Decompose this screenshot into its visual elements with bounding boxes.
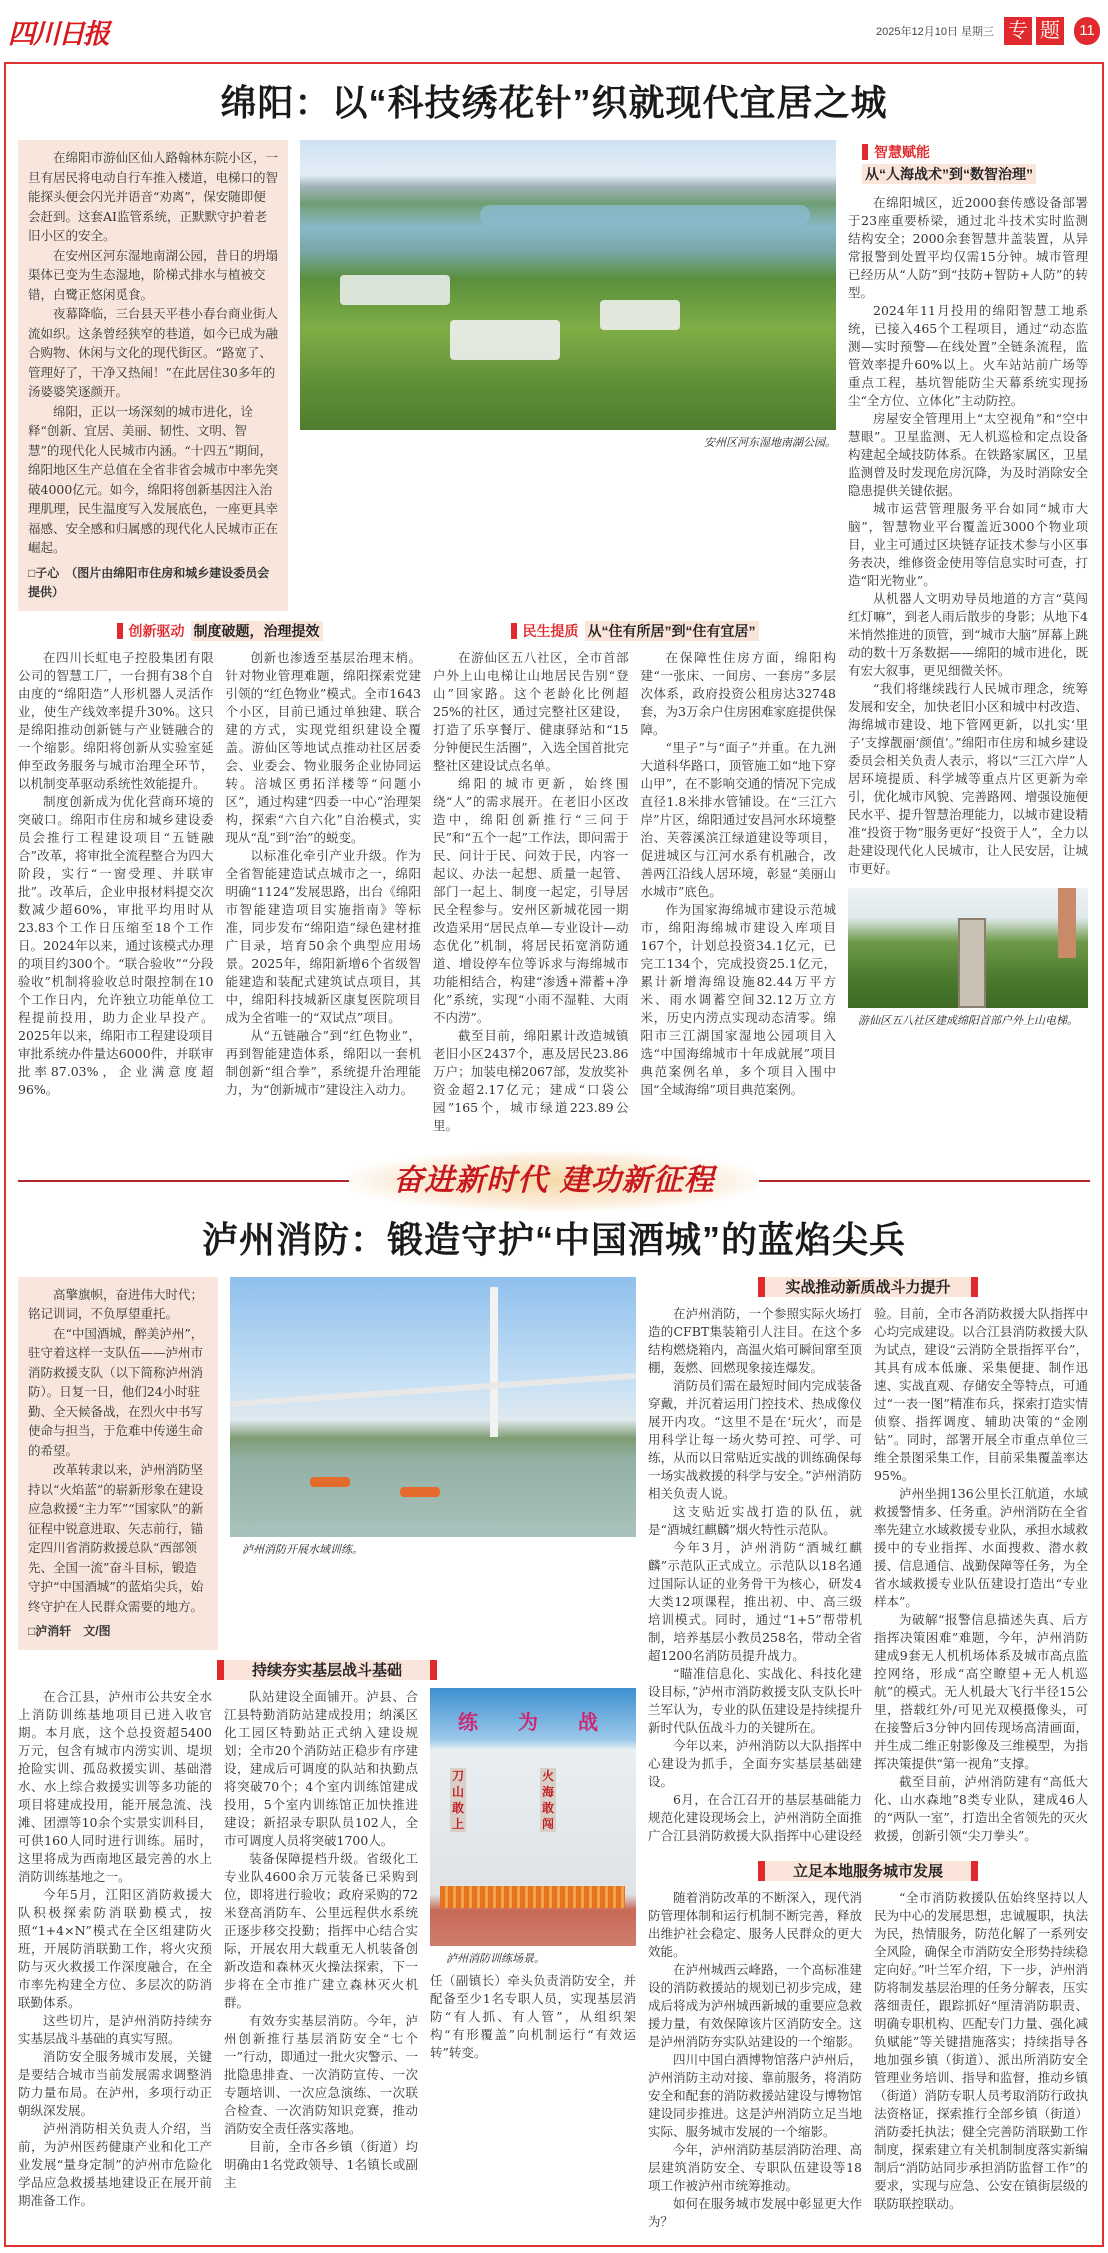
banner-rule <box>18 1180 349 1182</box>
paragraph: 这些切片，是泸州消防持续夯实基层战斗基础的真实写照。 <box>18 2012 212 2046</box>
article-title: 绵阳：以“科技绣花针”织就现代宜居之城 <box>220 82 888 123</box>
byline: □泸消轩 文/图 <box>28 1624 111 1638</box>
section-label: 民生提质 <box>522 622 579 639</box>
section-marker <box>758 1861 765 1881</box>
article-2 <box>18 1277 1090 2231</box>
section-header <box>758 1861 978 1881</box>
section-label: 智慧赋能 <box>874 144 930 160</box>
sign-char: 为 <box>518 1711 538 1734</box>
photo-block <box>430 1688 636 2062</box>
paragraph: “我们将继续践行人民城市理念，统筹发展和安全，加快老旧小区和城中村改造、海绵城市建设、地下管网更新，以扎实‘里子’支撑靓丽‘颜值’。”绵阳市住房和城乡建设委员会相关负责人表示，将以“三江六岸”人居环境提质、科学城等重点片区更新为牵引，优化城市风貌、完善路网、增强设施便民水平、提升智慧治理能力，以城市建设精准“投资于物”服务更好“投资于人”，全力以赴建设现代化人民城市，让人民安居，让城市更好。 <box>848 681 1088 876</box>
section-marker <box>862 144 868 160</box>
paragraph: 高擎旗帜，奋进伟大时代；铭记训词，不负厚望重托。 <box>28 1286 204 1321</box>
section-innovation <box>18 611 421 1099</box>
banner-glow <box>349 1151 759 1211</box>
section-label-char: 专 <box>1004 17 1032 45</box>
paragraph: 如何在服务城市发展中彰显更大作为？ <box>648 2195 862 2229</box>
newspaper-logo: 四川日报 <box>8 18 108 50</box>
article-body <box>848 194 1088 878</box>
page-frame <box>4 62 1104 2247</box>
photo-block <box>230 1277 636 1557</box>
section-subtitle-row <box>862 164 1088 184</box>
paragraph: 作为国家海绵城市建设示范城市，绵阳海绵城市建设入库项目167个，计划总投资34.1亿元，已完工134个，完成投资25.1亿元，累计新增海绵设施82.44万平方米、雨水调蓄空间32.12万立方米，历史内涝点实现动态清零。绵阳市三江湖国家湿地公园项目入选“中国海绵城市十年成就展”项目典范案例名单，多个项目入围中国“全域海绵”项目典范案例。 <box>640 901 836 1097</box>
paragraph: 泸州消防相关负责人介绍，当前，为泸州医药健康产业和化工产业发展“量身定制”的泸州市危险化学品应急救援基地建设正在展开前期准备工作。 <box>18 2120 212 2208</box>
section-header <box>758 1277 978 1297</box>
page-number: 11 <box>1074 17 1100 45</box>
section-livelihood <box>433 611 836 1135</box>
photo-caption: 游仙区五八社区建成绵阳首部户外上山电梯。 <box>858 1014 1078 1027</box>
paragraph: 在绵阳城区，近2000套传感设备部署于23座重要桥梁，通过北斗技术实时监测结构安全；2000余套智慧井盖装置，从异常报警到处置平均仅需15分钟。城市管理已经历从“人防”到“技防+智防+人防”的转型。 <box>848 195 1088 300</box>
paragraph: 今年，泸州消防基层消防治理、高层建筑消防安全、专职队伍建设等18项工作被泸州市统筹推动。 <box>648 2141 862 2193</box>
paragraph: 在合江县，泸州市公共安全水上消防训练基地项目已进入收官期。本月底，这个总投资超5400万元，包含有城市内涝实训、堤坝抢险实训、孤岛救援实训、基础潜水、水上综合救援实训等多功能的项目将建成投用，能开展急流、浅滩、团漂等10余个实景实训科目，可供160人同时进行训练。届时，这里将成为西南地区最完善的水上消防训练基地之一。 <box>18 1688 212 1884</box>
article-2-right <box>648 1277 1088 2231</box>
sign-char: 战 <box>578 1711 598 1734</box>
paragraph: 从机器人文明劝导员地道的方言“莫闯红灯嘛”，到老人雨后散步的身影；从地下4米悄然推进的顶管，到“城市大脑”屏幕上跳动的数十万条数据——绵阳的城市进化，既有宏大叙事，更见细微关怀。 <box>848 591 1088 678</box>
section-marker <box>430 1660 437 1680</box>
paragraph: 在游仙区五八社区，全市首部户外上山电梯让山地居民告别“登山”回家路。这个老龄化比例超25%的社区，通过完整社区建设，打造了乐享餐厅、健康驿站和“15分钟便民生活圈”，入选全国首批完整社区建设试点名单。 <box>433 649 629 773</box>
section-marker <box>971 1277 978 1297</box>
photo-caption: 安州区河东湿地南湖公园。 <box>704 436 836 449</box>
sections-row <box>18 611 836 1135</box>
paragraph: 制度创新成为优化营商环境的突破口。绵阳市住房和城乡建设委员会推行工程建设项目“五链融合”改革，将审批全流程整合为四大阶段，实行“一窗受理、并联审批”。改革后，企业申报材料提交次数减少超60%，审批平均用时从23.83个工作日压缩至18个工作日。2024年以来，通过该模式办理的项目约300个。“联合验收”“分段验收”机制将验收总时限控制在10个工作日内，允许独立功能单位工程提前投用，助力企业早投产。2025年以来，绵阳市工程建设项目审批系统办件量达6000件，并联审批率87.03%，企业满意度超96%。 <box>18 793 214 1097</box>
paragraph: 四川中国白酒博物馆落户泸州后，泸州消防主动对接、靠前服务，将消防安全和配套的消防救援站建设与博物馆建设同步推进。这是泸州消防立足当地实际、服务城市发展的一个缩影。 <box>648 2051 862 2139</box>
article-title: 泸州消防：锻造守护“中国酒城”的蓝焰尖兵 <box>201 1218 906 1260</box>
paragraph: 2024年11月投用的绵阳智慧工地系统，已接入465个工程项目，通过“动态监测—实时预警—在线处置”全链条流程，监管效率提升60%以上。火车站站前广场等重点工程，基坑智能防尘天幕系统实现扬尘“全方位、立体化”主动防控。 <box>848 303 1088 408</box>
section-marker <box>758 1277 765 1297</box>
paragraph: 在安州区河东湿地南湖公园，昔日的坍塌渠体已变为生态湿地，阶梯式排水与植被交错，白鹭正悠闲觅食。 <box>28 247 279 302</box>
paragraph: 消防员们需在最短时间内完成装备穿戴，并沉着运用门控技术、热成像仪展开内攻。“这里不是在‘玩火’，而是用科学让每一场火势可控、可学、可练，从而以日常贴近实战的训练确保每一场实战救援的科学与安全。”泸州消防相关负责人说。 <box>648 1377 862 1501</box>
paragraph: 创新也渗透至基层治理末梢。针对物业管理难题，绵阳探索党建引领的“红色物业”模式。全市1643个小区，目前已通过单独建、联合建的方式，实现党组织建设全覆盖。游仙区等地试点推动社区居委会、业委会、物业服务企业协同运转。涪城区勇拓洋楼等“问题小区”，通过构建“四委一中心”治理架构，探索“六自六化”自治模式，实现从“乱”到“治”的蜕变。 <box>225 649 421 845</box>
paragraph: 为破解“报警信息描述失真、后方指挥决策困难”难题，今年，泸州消防建成9套无人机机场体系及城市高点监控网络，形成“高空瞭望+无人机巡航”的模式。无人机最大飞行半径15公里，搭载红外/可见光双模摄像头，可在接警后3分钟内回传现场高清画面，并生成二维正射影像及三维模型，为指挥决策提供“第一视角”支撑。 <box>874 1611 1088 1771</box>
section-marker <box>217 1660 224 1680</box>
paragraph: 任（副镇长）牵头负责消防安全，并配备至少1名专职人员，实现基层消防“有人抓、有人管”，从组织架构“有形覆盖”向机制运行“有效运转”转变。 <box>430 1972 636 2060</box>
paragraph: 6月，在合江召开的基层基础能力规范化建设现场会上，泸州消防全面推广合江县消防救援大队指挥中心建设经验。目前，全市各消防救援大队指挥中心均完成建设。以合江县消防救援大队为试点，建设“云消防全景指挥平台”，其具有成本低廉、采集便捷、制作迅速、实战直观、存储安全等特点，可通过“一表一图”精准布兵，探索打造实情侦察、指挥调度、辅助决策的“金刚钻”。同时，部署开展全市重点单位三维全景图采集工作，目前采集覆盖率达95%。 <box>648 1305 1088 1843</box>
training-ground-photo <box>430 1688 636 1946</box>
sign-char: 练 <box>458 1711 478 1734</box>
paragraph: 这支贴近实战打造的队伍，就是“酒城红麒麟”烟火特性示范队。 <box>648 1503 862 1537</box>
water-training-photo <box>230 1277 636 1537</box>
wetland-park-photo <box>300 140 836 430</box>
paragraph: 有效夯实基层消防。今年，泸州创新推行基层消防安全“七个一”行动，即通过一批火灾警示、一批隐患排查、一次消防宣传、一次专题培训、一次应急演练、一次联合检查、一次消防知识竞赛，推动消防安全责任落实落地。 <box>224 2012 418 2136</box>
section-header <box>433 621 836 641</box>
article-2-main <box>18 1277 636 2231</box>
section-marker <box>117 623 123 639</box>
paragraph: “瞄准信息化、实战化、科技化建设目标，”泸州市消防救援支队支队长叶兰军认为，专业的队伍建设是持续提升新时代队伍战斗力的关键所在。 <box>648 1665 862 1735</box>
section-grassroots <box>18 1688 636 2210</box>
paragraph: 在四川长虹电子控股集团有限公司的智慧工厂，一台拥有38个自由度的“绵阳造”人形机器人灵活作业，使生产线效率提升30%。这只是绵阳推动创新链与产业链融合的一个缩影。绵阳将创新从实验室延伸至政务服务与城市治理全环节，以机制变革驱动系统性效能提升。 <box>18 649 214 791</box>
paragraph: 夜幕降临，三台县天平巷小春台商业街人流如织。这条曾经狭窄的巷道，如今已成为融合购物、休闲与文化的现代街区。“路宽了、管理好了，干净又热闹！”在此居住30多年的汤婆婆笑逐颜开。 <box>28 306 279 399</box>
paragraph: 今年3月，泸州消防“酒城红麒麟”示范队正式成立。示范队以18名通过国际认证的业务骨干为核心，研发4大类12项课程，推出初、中、高三级培训模式。同时，通过“1+5”帮带机制，培养基层小教员258名，带动全省超1200名消防员提升战力。 <box>648 1539 862 1663</box>
wall-banner: 刀山敢上 <box>451 1768 464 1831</box>
banner-rule <box>759 1180 1090 1182</box>
paragraph: 队站建设全面铺开。泸县、合江县特勤消防站建成投用；纳溪区化工园区特勤站正式纳入建设规划；全市20个消防站正稳步有序建设，建成后可调度的队站和执勤点将突破70个；4个室内训练馆建成投用，5个室内训练馆正加快推进建设；新招录专职队员102人，全市可调度人员将突破1700人。 <box>224 1688 418 1848</box>
paragraph: 在“中国酒城，醉美泸州”，驻守着这样一支队伍——泸州市消防救援支队（以下简称泸州消防）。日复一日，他们24小时驻勤、全天候备战，在烈火中书写使命与担当，于危难中传递生命的希望。 <box>28 1325 204 1458</box>
elevator-photo <box>848 888 1088 1008</box>
paragraph: 随着消防改革的不断深入，现代消防管理体制和运行机制不断完善，释放出维护社会稳定、服务人民群众的更大效能。 <box>648 1889 862 1959</box>
section-title: 立足本地服务城市发展 <box>792 1863 943 1880</box>
paragraph: 截至目前，绵阳累计改造城镇老旧小区2437个，惠及居民23.86万户；加装电梯2067部，发放奖补资金超2.17亿元；建成“口袋公园”165个，城市绿道223.89公里。 <box>433 1027 629 1133</box>
article-body <box>18 1688 418 2210</box>
paragraph: “里子”与“面子”并重。在九洲大道科华路口，顶管施工如“地下穿山甲”，在不影响交通的情况下完成直径1.8米排水管铺设。在“三江六岸”片区，绵阳通过安昌河水环境整治、芙蓉溪滨江绿道建设等项目，促进城区与江河水系有机融合，改善两江沿线人居环境，彰显“美丽山水城市”底色。 <box>640 739 836 899</box>
paragraph: “全市消防救援队伍始终坚持以人民为中心的发展思想，忠诚履职，执法为民，热情服务，防范化解了一系列安全风险，确保全市消防安全形势持续稳定向好。”叶兰军介绍，下一步，泸州消防将制发基层治理的任务分解表，压实落细责任，跟踪抓好“厘清消防职责、明确专职机构、匹配专门力量、强化减负赋能”等关键措施落实；持续指导各地加强乡镇（街道）、派出所消防安全管理业务培训、指导和监督，推动乡镇（街道）消防专职人员考取消防行政执法资格证，探索推行全部乡镇（街道）消防委托执法；健全完善防消联勤工作制度，探索建立有关机制制度落实新编制后“消防站同步承担消防监督工作”的要求，实现与应急、公安在镇街层级的联防联控联动。 <box>874 1889 1088 2211</box>
paragraph: 以标准化牵引产业升级。作为全省智能建造试点城市之一，绵阳明确“1124”发展思路，出台《绵阳市智能建造项目实施指南》等标准，同步发布“绵阳造”绿色建材推广目录，培育50余个典型应用场景。2025年，绵阳新增6个省级智能建造和装配式建筑试点项目，其中，绵阳科技城新区康复医院项目成为全省唯一的“双试点”项目。 <box>225 847 421 1025</box>
photo-caption: 泸州消防开展水域训练。 <box>242 1542 363 1556</box>
paragraph: 在泸州城西云峰路，一个高标准建设的消防救援站的规划已初步完成，建成后将成为泸州城西新城的重要应急救援力量，有效保障该片区消防安全。这是泸州消防夯实队站建设的一个缩影。 <box>648 1961 862 2049</box>
paragraph: 从“五链融合”到“红色物业”，再到智能建造体系，绵阳以一套机制创新“组合拳”，系统提升治理能力，为“创新城市”建设注入动力。 <box>225 1027 421 1097</box>
paragraph: 绵阳，正以一场深刻的城市进化，诠释“创新、宜居、美丽、韧性、文明、智慧”的现代化人民城市内涵。“十四五”期间，绵阳地区生产总值在全省非省会城市中率先突破4000亿元。如今，绵阳将创新基因注入治理肌理，民生温度写入发展底色，一座更具幸福感、安全感和归属感的现代化人民城市正在崛起。 <box>28 403 279 555</box>
section-label-char: 题 <box>1036 17 1064 45</box>
section-subtitle: 制度破题，治理提效 <box>191 621 323 641</box>
paragraph: 在绵阳市游仙区仙人路翰林东院小区，一旦有居民将电动自行车推入楼道，电梯口的智能探头便会闪光并语音“劝离”，保安随即便会赶到。这套AI监管系统，正默默守护着老旧小区的安全。 <box>28 150 279 243</box>
issue-date: 2025年12月10日 星期三 <box>876 26 994 38</box>
article-body <box>648 1305 1088 1845</box>
photo-caption: 泸州消防训练场景。 <box>446 1951 545 1965</box>
article-body <box>18 649 421 1099</box>
article-1-sidebar <box>848 140 1088 1135</box>
article-body-continued <box>430 1972 636 2062</box>
article-1-main <box>18 140 836 1135</box>
section-subtitle: 从“住有所居”到“住有宜居” <box>585 621 759 641</box>
section-subtitle: 从“人海战术”到“数智治理” <box>862 164 1036 184</box>
section-header <box>862 142 1088 162</box>
slogan-banner: 奋进新时代 建功新征程 <box>393 1162 715 1198</box>
section-marker <box>511 623 517 639</box>
wall-banner: 火海敢闯 <box>541 1768 554 1831</box>
section-header <box>18 621 421 641</box>
paragraph: 消防安全服务城市发展，关键是要结合城市当前发展需求调整消防力量布局。在泸州，多项行动正朝纵深发展。 <box>18 2048 212 2118</box>
photo-block <box>300 140 836 450</box>
section-header <box>217 1660 437 1680</box>
paragraph: 目前，全市各乡镇（街道）均明确由1名党政领导、1名镇长或副主 <box>224 2138 418 2190</box>
article-intro <box>18 1277 218 1650</box>
paragraph: 在保障性住房方面，绵阳构建“一张床、一间房、一套房”多层次体系，政府投资公租房达32748套，为3万余户住房困难家庭提供保障。 <box>640 649 836 737</box>
paragraph: 今年以来，泸州消防以大队指挥中心建设为抓手，全面夯实基层基础建设。 <box>648 1737 862 1789</box>
article-1 <box>18 140 1090 1135</box>
paragraph: 截至目前，泸州消防建有“高低大化、山水森地”8类专业队，建成46人的“两队一室”，打造出全省领先的灭火救援，创新引领“尖刀拳头”。 <box>874 1773 1088 1843</box>
article-intro <box>18 140 288 611</box>
paragraph: 改革转隶以来，泸州消防坚持以“火焰蓝”的崭新形象在建设应急救援“主力军”“国家队”的新征程中锐意进取、矢志前行，锚定四川省消防救援总队“西部领先、全国一流”奋斗目标，锻造守护“中国酒城”的蓝焰尖兵，始终守护在人民群众需要的地方。 <box>28 1462 204 1614</box>
paragraph: 在泸州消防，一个参照实际火场打造的CFBT集装箱引人注目。在这个多结构燃烧箱内，高温火焰可瞬间窜至顶棚，轰燃、回燃现象接连爆发。 <box>648 1305 862 1375</box>
section-title: 持续夯实基层战斗基础 <box>251 1662 402 1679</box>
paragraph: 今年5月，江阳区消防救援大队积极探索防消联勤模式，按照“1+4×N”模式在全区组建防火班，开展防消联勤工作，将火灾预防与灭火救援工作深度融合，在全市率先构建全方位、多层次的防消联勤体系。 <box>18 1886 212 2010</box>
article-body <box>433 649 836 1135</box>
paragraph: 泸州坐拥136公里长江航道，水域救援警情多、任务重。泸州消防在全省率先建立水域救援专业队，承担水域救援中的专业指挥、水面搜救、潜水救援、信息通信、战勤保障等任务，为全省水域救援专业队伍建设打造出“专业样本”。 <box>874 1485 1088 1609</box>
paragraph: 绵阳的城市更新，始终围绕“人”的需求展开。在老旧小区改造中，绵阳创新推行“三问于民”和“五个一起”工作法，即问需于民、问计于民、问效于民，内容一起议、办法一起想、质量一起管、部门一起上、制度一起定，引导居民全程参与。安州区新城花园一期改造采用“居民点单—专业设计—动态优化”机制，将居民拓宽消防通道、增设停车位等诉求与海绵城市功能相结合，构建“渗透+滞蓄+净化”系统，实现“小雨不湿鞋、大雨不内涝”。 <box>433 775 629 1025</box>
paragraph: 房屋安全管理用上“太空视角”和“空中慧眼”。卫星监测、无人机巡检和定点设备构建起全域技防体系。在铁路家属区，卫星监测曾及时发现危房沉降，为及时消除安全隐患提供关键依据。 <box>848 411 1088 498</box>
intro-row <box>18 140 836 611</box>
section-marker <box>971 1861 978 1881</box>
byline: □子心 （图片由绵阳市住房和城乡建设委员会提供） <box>28 565 270 599</box>
slogan-banner-row <box>18 1151 1090 1211</box>
paragraph: 装备保障提档升级。省级化工专业队4600余万元装备已采购到位，即将进行验收；政府采购的72米登高消防车、公里远程供水系统正逐步移交投勤；指挥中心结合实际，开展农用大载重无人机装备创新改造和森林灭火操法探索，下一步将在全市推广建立森林灭火机群。 <box>224 1850 418 2010</box>
masthead <box>0 0 1108 62</box>
paragraph: 城市运营管理服务平台如同“城市大脑”，智慧物业平台覆盖近3000个物业项目，业主可通过区块链存证技术参与小区事务表决，维修资金使用等信息实时可查，打造“阳光物业”。 <box>848 501 1088 588</box>
section-label: 创新驱动 <box>128 622 185 639</box>
intro-row <box>18 1277 636 1650</box>
article-body <box>648 1889 1088 2231</box>
section-title: 实战推动新质战斗力提升 <box>785 1279 951 1296</box>
